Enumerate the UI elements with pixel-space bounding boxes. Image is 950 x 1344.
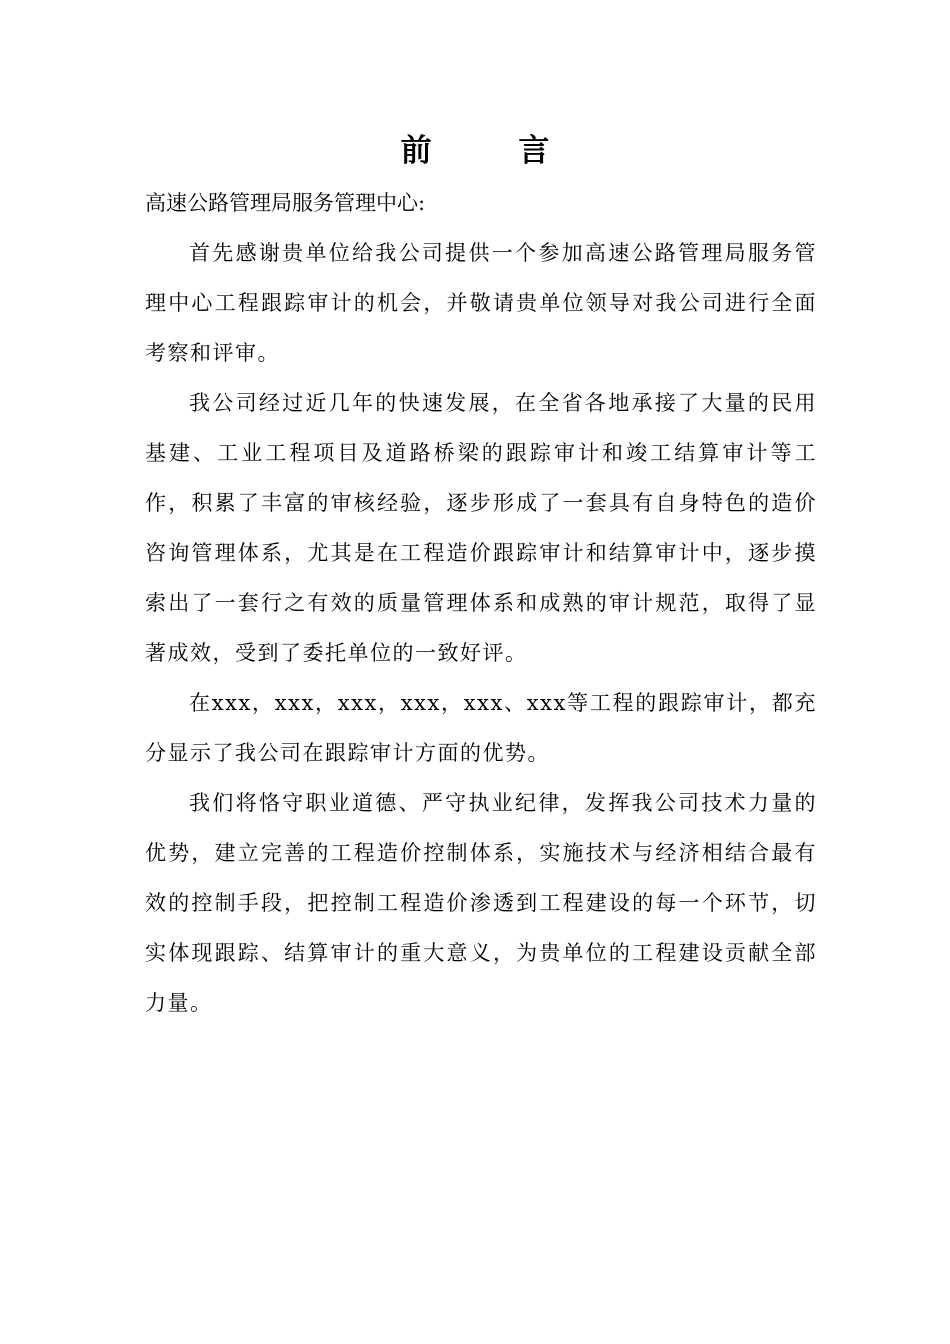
document-body xyxy=(145,178,817,1028)
paragraph-company-experience: 我公司经过近几年的快速发展，在全省各地承接了大量的民用基建、工业工程项目及道路桥梁的跟踪审计和竣工结算审计等工作，积累了丰富的审核经验，逐步形成了一套具有自身特色的造价咨询管理体系，尤其是在工程造价跟踪审计和结算审计中，逐步摸索出了一套行之有效的质量管理体系和成熟的审计规范，取得了显著成效，受到了委托单位的一致好评。 xyxy=(145,391,817,665)
salutation: 高速公路管理局服务管理中心: xyxy=(145,191,426,215)
paragraph-projects: 在xxx，xxx，xxx，xxx，xxx、xxx等工程的跟踪审计，都充分显示了我公司在跟踪审计方面的优势。 xyxy=(145,691,817,765)
paragraph-commitment: 我们将恪守职业道德、严守执业纪律，发挥我公司技术力量的优势，建立完善的工程造价控制体系，实施技术与经济相结合最有效的控制手段，把控制工程造价渗透到工程建设的每一个环节，切实体现跟踪、结算审计的重大意义，为贵单位的工程建设贡献全部力量。 xyxy=(145,791,817,1015)
document-title: 前 言 xyxy=(400,133,588,169)
paragraph-thanks: 首先感谢贵单位给我公司提供一个参加高速公路管理局服务管理中心工程跟踪审计的机会，并敬请贵单位领导对我公司进行全面考察和评审。 xyxy=(145,241,817,365)
